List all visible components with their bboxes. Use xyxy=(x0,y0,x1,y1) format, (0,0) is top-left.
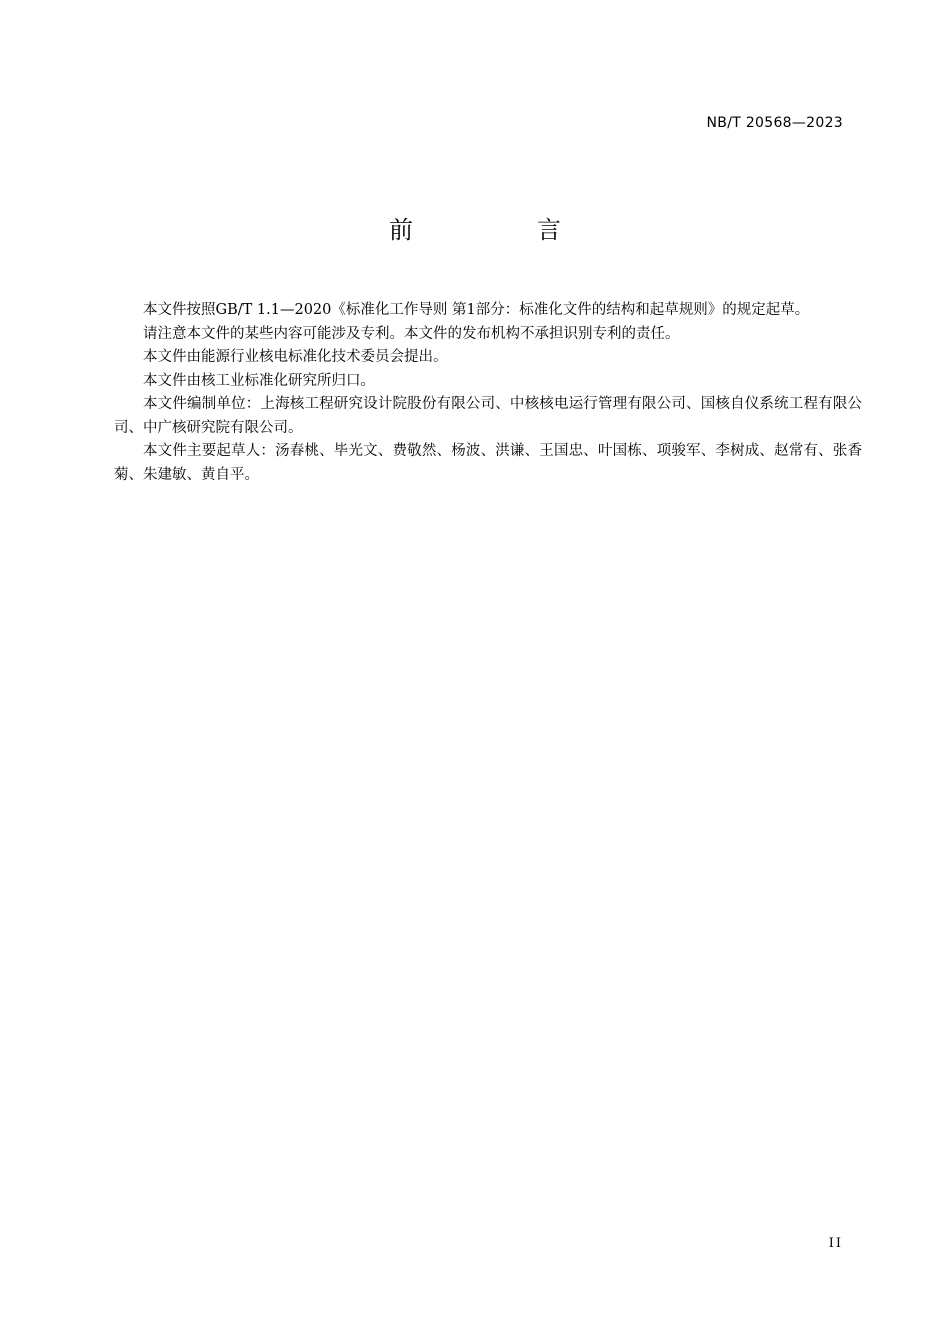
paragraph-drafters: 本文件主要起草人：汤春桃、毕光文、费敬然、杨波、洪谦、王国忠、叶国栋、项骏军、李树成、赵常有、张香菊、朱建敏、黄自平。 xyxy=(114,443,862,483)
paragraph-patent-notice: 请注意本文件的某些内容可能涉及专利。本文件的发布机构不承担识别专利的责任。 xyxy=(143,325,680,342)
standard-code: NB/T 20568—2023 xyxy=(706,115,843,131)
preface-body xyxy=(114,299,862,487)
paragraph-proposed-by: 本文件由能源行业核电标准化技术委员会提出。 xyxy=(143,349,448,365)
paragraph-drafting-rules: 本文件按照GB/T 1.1—2020《标准化工作导则 第1部分：标准化文件的结构和起草规则》的规定起草。 xyxy=(143,302,810,318)
paragraph-centralized-by: 本文件由核工业标准化研究所归口。 xyxy=(143,372,375,389)
page-number: II xyxy=(828,1236,843,1251)
page-title: 前 言 xyxy=(389,216,611,244)
paragraph-drafting-units: 本文件编制单位：上海核工程研究设计院股份有限公司、中核核电运行管理有限公司、国核自仪系统工程有限公司、中广核研究院有限公司。 xyxy=(114,396,862,436)
